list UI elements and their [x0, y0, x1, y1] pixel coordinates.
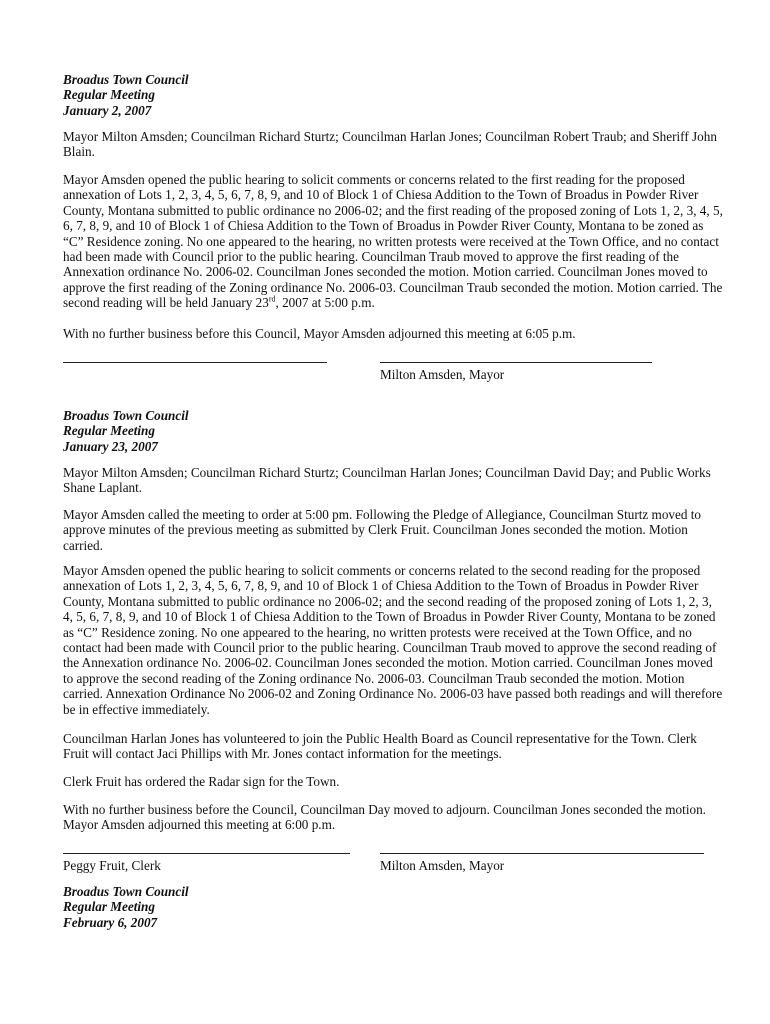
meeting1-heading	[63, 72, 723, 118]
meeting1-hearing-text: Mayor Amsden opened the public hearing to solicit comments or concerns related to the first reading for the proposed annexation of Lots 1, 2, 3, 4, 5, 6, 7, 8, 9, and 10 of Block 1 of Chiesa Addition to the Town of Broadus in Powder River County, Montana submitted to public ordinance no 2006-02; and the first reading of the proposed zoning of Lots 1, 2, 3, 4, 5, 6, 7, 8, 9, and 10 of Block 1 of Chiesa Addition to the Town of Broadus in Powder River County, Montana to be zoned as “C” Residence zoning. No one appeared to the hearing, no written protests were received at the Town Office, and no contact had been made with Council prior to the public hearing. Councilman Traub moved to approve the first reading of the Annexation ordinance No. 2006-02. Councilman Jones seconded the motion. Motion carried. Councilman Jones moved to approve the first reading of the Zoning ordinance No. 2006-03. Councilman Traub seconded the motion. Motion carried. The second reading will be held January 23	[63, 172, 723, 311]
meeting1-hearing-paragraph	[63, 172, 723, 311]
signature-line	[380, 362, 652, 363]
meeting1-signature-left	[63, 362, 327, 363]
meeting3-council-name: Broadus Town Council	[63, 884, 189, 899]
meeting1-signature-right	[380, 362, 652, 382]
meeting1-attendees: Mayor Milton Amsden; Councilman Richard Sturtz; Councilman Harlan Jones; Councilman Robert Traub; and Sheriff John Blain.	[63, 129, 717, 160]
meeting1-adjourn: With no further business before this Council, Mayor Amsden adjourned this meeting at 6:05 p.m.	[63, 326, 576, 341]
meeting2-radar: Clerk Fruit has ordered the Radar sign for the Town.	[63, 774, 340, 789]
meeting2-signature-left	[63, 853, 350, 873]
meeting1-ordinal-suffix: rd	[268, 294, 276, 304]
meeting2-adjourn: With no further business before the Council, Councilman Day moved to adjourn. Councilman Jones seconded the motion. Mayor Amsden adjourned this meeting at 6:00 p.m.	[63, 802, 706, 833]
meeting1-signature-row	[63, 362, 723, 402]
meeting2-signature-right	[380, 853, 704, 873]
meeting2-heading	[63, 408, 723, 454]
meeting2-date: January 23, 2007	[63, 438, 158, 454]
meeting1-council-name: Broadus Town Council	[63, 72, 189, 87]
signature-line	[63, 362, 327, 363]
clerk-signature-name: Peggy Fruit, Clerk	[63, 858, 161, 873]
mayor-signature-name: Milton Amsden, Mayor	[380, 858, 505, 873]
meeting2-meeting-type: Regular Meeting	[63, 423, 155, 439]
meeting1-meeting-type: Regular Meeting	[63, 87, 155, 103]
meeting2-council-name: Broadus Town Council	[63, 408, 189, 423]
mayor-signature-name: Milton Amsden, Mayor	[380, 367, 505, 382]
meeting3-date: February 6, 2007	[63, 914, 158, 930]
signature-line	[380, 853, 704, 854]
meeting2-attendees: Mayor Milton Amsden; Councilman Richard Sturtz; Councilman Harlan Jones; Councilman David Day; and Public Works Shane Laplant.	[63, 465, 711, 496]
meeting3-heading	[63, 884, 723, 930]
meeting3-meeting-type: Regular Meeting	[63, 899, 155, 915]
meeting2-hearing-paragraph: Mayor Amsden opened the public hearing to solicit comments or concerns related to the second reading for the proposed annexation of Lots 1, 2, 3, 4, 5, 6, 7, 8, 9, and 10 of Block 1 of Chiesa Addition to the Town of Broadus in Powder River County, Montana submitted to public ordinance no 2006-02; and the second reading of the proposed zoning of Lots 1, 2, 3, 4, 5, 6, 7, 8, 9, and 10 of Block 1 of Chiesa Addition to the Town of Broadus in Powder River County, Montana to be zoned as “C” Residence zoning. No one appeared to the hearing, no written protests were received at the Town Office, and no contact had been made with Council prior to the public hearing. Councilman Traub moved to approve the second reading of the Annexation ordinance No. 2006-02. Councilman Jones seconded the motion. Motion carried. Councilman Jones moved to approve the second reading of the Zoning ordinance No. 2006-03. Councilman Traub seconded the motion. Motion carried. Annexation Ordinance No 2006-02 and Zoning Ordinance No. 2006-03 have passed both readings and will therefore be in effective immediately.	[63, 563, 723, 717]
meeting2-call-to-order: Mayor Amsden called the meeting to order at 5:00 pm. Following the Pledge of Allegiance, Councilman Sturtz moved to approve minutes of the previous meeting as submitted by Clerk Fruit. Councilman Jones seconded the motion. Motion carried.	[63, 507, 702, 553]
meeting2-health-board: Councilman Harlan Jones has volunteered to join the Public Health Board as Council representative for the Town. Clerk Fruit will contact Jaci Phillips with Mr. Jones contact information for the meetings.	[63, 731, 697, 762]
signature-line	[63, 853, 350, 854]
meeting1-date: January 2, 2007	[63, 102, 152, 118]
meeting1-hearing-end: , 2007 at 5:00 p.m.	[275, 295, 375, 311]
